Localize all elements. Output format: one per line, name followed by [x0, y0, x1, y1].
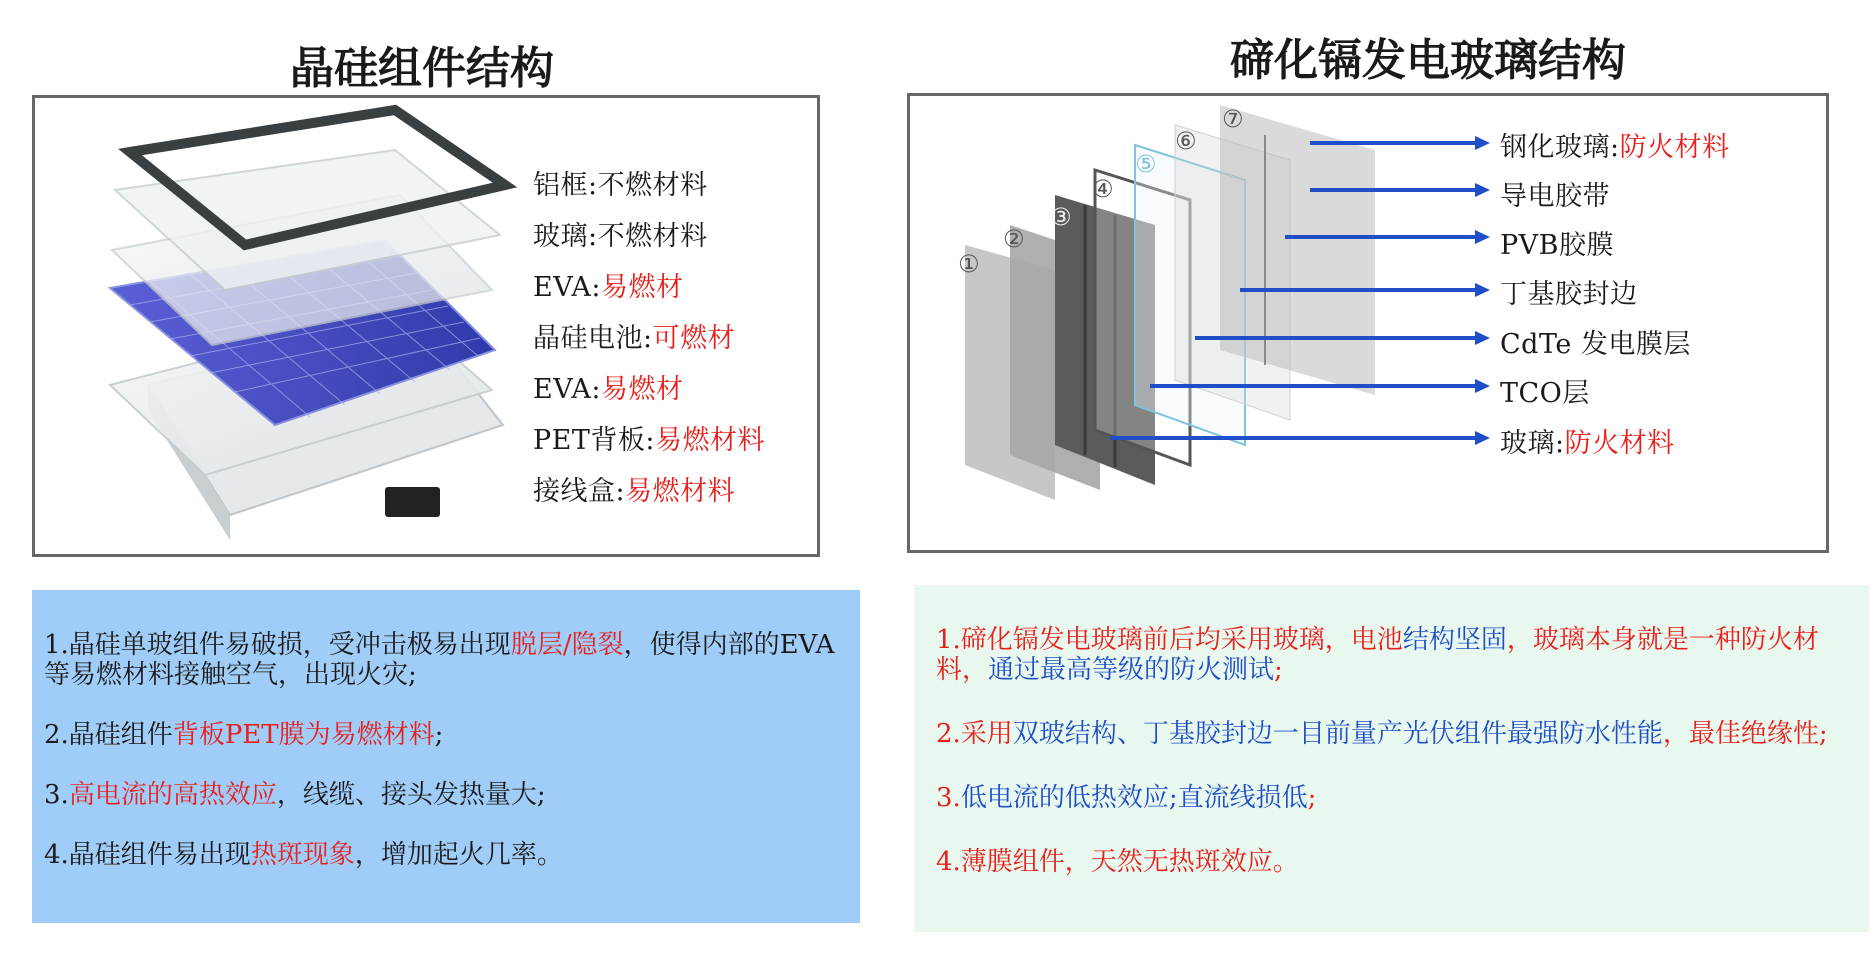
label-junction-box: 接线盒:易燃材料: [533, 476, 736, 507]
marker-4: ④: [1092, 175, 1115, 203]
left-title: 晶硅组件结构: [290, 43, 554, 94]
label-conductive-tape: 导电胶带: [1500, 181, 1610, 212]
right-point-4: 4.薄膜组件，天然无热斑效应。: [936, 847, 1299, 877]
left-point-2: 2.晶硅组件背板PET膜为易燃材料;: [44, 720, 444, 750]
right-title: 碲化镉发电玻璃结构: [1230, 35, 1626, 86]
cdte-glass-illustration: [965, 105, 1490, 500]
marker-6: ⑥: [1175, 127, 1198, 155]
label-glass: 玻璃:不燃材料: [533, 221, 708, 252]
label-aluminium-frame: 铝框:不燃材料: [533, 170, 708, 201]
marker-1: ①: [958, 250, 981, 278]
label-eva-upper: EVA:易燃材: [533, 272, 684, 303]
marker-7: ⑦: [1222, 105, 1245, 133]
junction-box: [385, 487, 440, 517]
right-point-2: 2.采用双玻结构、丁基胶封边一目前量产光伏组件最强防水性能，最佳绝缘性;: [936, 719, 1828, 749]
left-point-3: 3.高电流的高热效应，线缆、接头发热量大;: [44, 780, 546, 810]
left-point-4: 4.晶硅组件易出现热斑现象，增加起火几率。: [44, 840, 563, 870]
label-glass-back: 玻璃:防火材料: [1500, 428, 1675, 459]
left-point-1: 1.晶硅单玻组件易破损，受冲击极易出现脱层/隐裂，使得内部的EVA等易燃材料接触空气，出现火灾;: [44, 630, 835, 690]
label-tempered-glass: 钢化玻璃:防火材料: [1500, 132, 1730, 163]
right-point-3: 3.低电流的低热效应;直流线损低;: [936, 783, 1317, 813]
cdte-advantage-panel: [914, 585, 1869, 932]
label-pvb-film: PVB胶膜: [1500, 230, 1615, 261]
label-cdte-film: CdTe 发电膜层: [1500, 329, 1691, 360]
marker-2: ②: [1003, 225, 1026, 253]
marker-5: ⑤: [1135, 150, 1158, 178]
crystalline-module-illustration: [110, 110, 505, 540]
label-backsheet: PET背板:易燃材料: [533, 425, 765, 456]
label-tco-layer: TCO层: [1500, 378, 1590, 409]
right-point-1: 1.碲化镉发电玻璃前后均采用玻璃，电池结构坚固，玻璃本身就是一种防火材料，通过最高等级的防火测试;: [936, 625, 1819, 685]
marker-3: ③: [1050, 203, 1073, 231]
label-cells: 晶硅电池:可燃材: [533, 323, 736, 354]
tempered-glass-sheet: [1220, 105, 1375, 395]
label-butyl-edge-seal: 丁基胶封边: [1500, 279, 1638, 310]
crystalline-risk-panel: [32, 590, 860, 923]
label-eva-lower: EVA:易燃材: [533, 374, 684, 405]
